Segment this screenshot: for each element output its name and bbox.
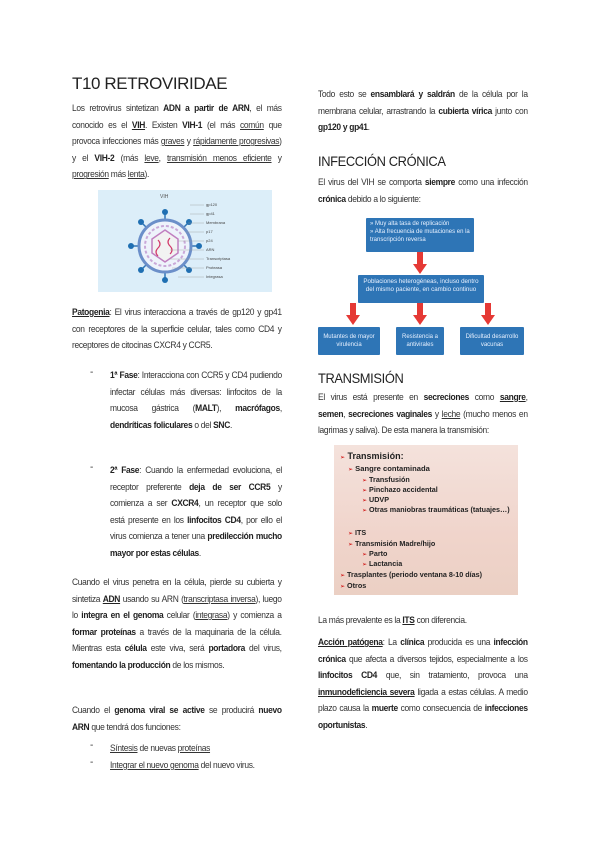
arrow-down-icon (481, 303, 495, 325)
chronic-infection-diagram (318, 212, 526, 362)
tbox-otras: Otras maniobras traumáticas (tatuajes…) (369, 505, 510, 514)
accion-paragraph: Acción patógena: La clínica producida es una infección crónica que afecta a diversos tejidos, especialmente a los linfocitos CD4 que, sin tratamiento, provoca una inmunodeficiencia severa ligada a estas células. A medio plazo causa la muerte como consecuencia de infecciones oportunistas. (318, 636, 528, 730)
tbox-sangre: Sangre contaminada (355, 464, 430, 473)
transmission-box: ➢ Transmisión: ➢ Sangre contaminada ➢ Transfusión ➢ Pinchazo accidental ➢ UDVP ➢ Otras maniobras traumáticas (tatuajes…) ➢ ITS ➢ Transmisión Madre/hijo ➢ Parto ➢ Lactancia ➢ Trasplantes (periodo ventana 8-10 días) ➢ Otros (334, 445, 518, 595)
tbox-otros: Otros (347, 581, 367, 590)
list-dash: - (90, 462, 94, 473)
tbox-udvp: UDVP (369, 495, 390, 504)
virus-label-4: p24 (206, 238, 213, 243)
fase1-text: 1ª Fase: Interacciona con CCR5 y CD4 pudiendo infectar células más diversas: linfocitos de la mucosa gástrica (MALT), macrófagos, dendríticas foliculares o del SNC. (110, 369, 282, 430)
fase2-text: 2ª Fase: Cuando la enfermedad evoluciona, el receptor preferente deja de ser CCR5 y comienza a ser CXCR4, un receptor que solo está presente en los linfocitos CD4, por ello el virus comienza a tener una predilección mucho mayor por estas células. (110, 464, 282, 558)
prevalente-paragraph: La más prevalente es la ITS con diferencia. (318, 614, 467, 625)
virus-label-6: Transcriptasa (206, 256, 231, 261)
virus-label-0: gp120 (206, 202, 218, 207)
replication-paragraph: Cuando el virus penetra en la célula, pierde su cubierta y sintetiza ADN usando su ARN (transcriptasa inversa), luego lo integra en el genoma celular (integrasa) y comienza a formar proteínas a través de la maquinaria de la célula. Mientras esta célula este viva, será portadora del virus, fomentando la producción de los mismos. (72, 576, 282, 670)
virus-label-5: ARN (206, 247, 215, 252)
virus-label-8: Integrasa (206, 274, 223, 279)
list-dash: - (90, 740, 94, 751)
transmision-paragraph: El virus está presente en secreciones como sangre, semen, secreciones vaginales y leche (mucho menos en lagrimas y saliva). De esta manera la transmisión: (318, 391, 528, 436)
page-title: T10 RETROVIRIDAE (72, 74, 228, 93)
virus-label-1: gp41 (206, 211, 215, 216)
tbox-trasplantes: Trasplantes (periodo ventana 8-10 días) (347, 570, 483, 579)
arrow-down-icon (346, 303, 360, 325)
intro-paragraph: Los retrovirus sintetizan ADN a partir de ARN, el más conocido es el VIH. Existen VIH-1 (el más común que provoca infecciones más graves y rápidamente progresivas) y el VIH-2 (más leve, transmisión menos eficiente y progresión más lenta). (72, 102, 282, 180)
flow-box-resistance: Resistencia a antivirales (396, 327, 444, 355)
hiv-virus-diagram (98, 190, 272, 292)
cronica-paragraph: El virus del VIH se comporta siempre como una infección crónica debido a lo siguiente: (318, 176, 528, 204)
assembly-paragraph: Todo esto se ensamblará y saldrán de la célula por la membrana celular, arrastrando la cubierta vírica junto con gp120 y gp41. (318, 88, 528, 133)
tbox-transfusion: Transfusión (369, 475, 410, 484)
function-text-2: Integrar el nuevo genoma del nuevo virus. (110, 759, 255, 770)
patogenia-paragraph: Patogenia: El virus interacciona a través de gp120 y gp41 con receptores de la superficie celular, tales como CD4 y receptores de citocinas CXCR4 y CCR5. (72, 306, 282, 351)
tbox-parto: Parto (369, 549, 388, 558)
virus-label-3: p17 (206, 229, 213, 234)
tbox-pinchazo: Pinchazo accidental (369, 485, 438, 494)
genome-paragraph: Cuando el genoma viral se active se producirá nuevo ARN que tendrá dos funciones: (72, 704, 282, 732)
list-dash: - (90, 367, 94, 378)
virus-title: VIH (160, 194, 169, 200)
tbox-madre: Transmisión Madre/hijo (355, 539, 436, 548)
flow-box-vaccines: Dificultad desarrollo vacunas (460, 327, 524, 355)
flow-box-virulence: Mutantes de mayor virulencia (318, 327, 380, 355)
tbox-head: Transmisión: (347, 451, 404, 461)
function-text-1: Síntesis de nuevas proteínas (110, 742, 211, 753)
virus-label-7: Proteasa (206, 265, 223, 270)
virus-label-2: Membrana (206, 220, 226, 225)
arrow-down-icon (413, 303, 427, 325)
cronica-heading: INFECCIÓN CRÓNICA (318, 153, 446, 169)
flow-box-heterogeneous: Poblaciones heterogéneas, incluso dentro del mismo paciente, en cambio continuo (358, 275, 484, 303)
flow-box-replication: » Muy alta tasa de replicación » Alta frecuencia de mutaciones en la transcripción reversa (366, 218, 474, 252)
list-dash: - (90, 757, 94, 768)
tbox-lactancia: Lactancia (369, 559, 403, 568)
transmision-heading: TRANSMISIÓN (318, 370, 404, 386)
arrow-down-icon (413, 252, 427, 274)
tbox-its: ITS (355, 528, 367, 537)
